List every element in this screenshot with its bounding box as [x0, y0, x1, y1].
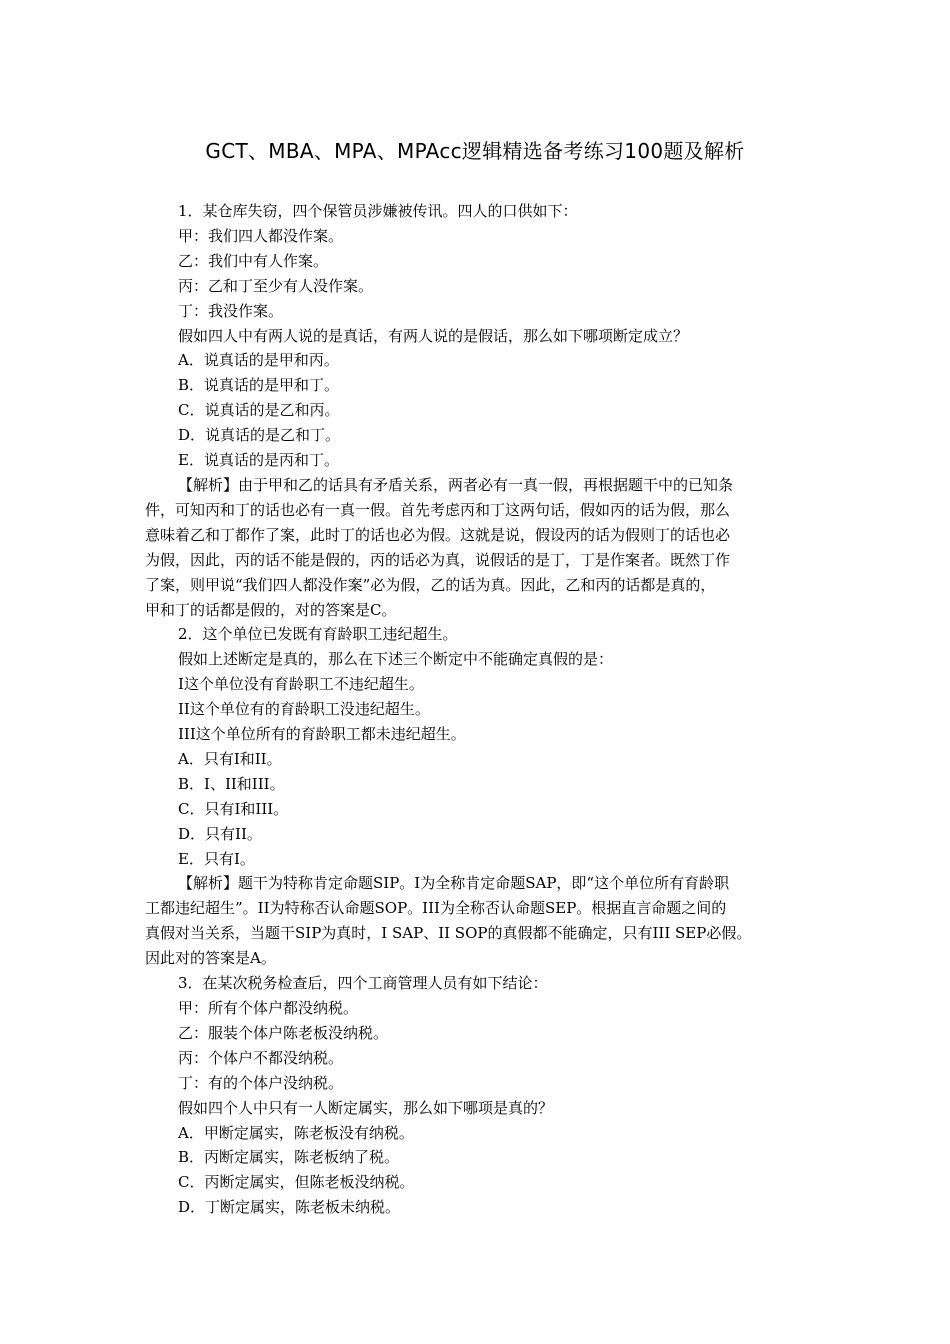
- q3-option-a: A．甲断定属实，陈老板没有纳税。: [178, 1123, 414, 1142]
- q1-stem: 1．某仓库失窃，四个保管员涉嫌被传讯。四人的口供如下：: [178, 202, 578, 220]
- q3-option-d: D．丁断定属实，陈老板未纳税。: [178, 1198, 401, 1217]
- q2-stem: 2．这个单位已发既有育龄职工违纪超生。: [178, 625, 458, 644]
- q2-explanation-line: 因此对的答案是A。: [145, 949, 276, 968]
- q3-statement-c: 丙：个体户不都没纳税。: [178, 1048, 344, 1067]
- q2-option-a: A．只有I和II。: [178, 749, 282, 768]
- q3-statement-b: 乙：服装个体户陈老板没纳税。: [178, 1023, 389, 1042]
- question-3: [0, 971, 950, 1220]
- q2-explanation-line: 工都违纪超生”。II为特称否认命题SOP。III为全称否认命题SEP。根据直言命题之间的: [145, 899, 727, 918]
- q2-option-d: D．只有II。: [178, 824, 262, 843]
- q1-option-b: B．说真话的是甲和丁。: [178, 376, 340, 395]
- q1-explanation-line: 为假，因此，丙的话不能是假的，丙的话必为真，说假话的是丁，丁是作案者。既然丁作: [145, 550, 731, 569]
- question-1: [0, 199, 950, 622]
- q2-explanation-line: 真假对当关系，当题干SIP为真时，I SAP、II SOP的真假都不能确定，只有III SEP必假。: [145, 924, 752, 943]
- q3-stem: 3．在某次税务检查后，四个工商管理人员有如下结论：: [178, 974, 548, 993]
- question-2: [0, 622, 950, 971]
- q1-option-e: E．说真话的是丙和丁。: [178, 451, 339, 470]
- q2-option-c: C．只有I和III。: [178, 799, 289, 818]
- q1-option-d: D．说真话的是乙和丁。: [178, 426, 341, 445]
- q3-option-c: C．丙断定属实，但陈老板没纳税。: [178, 1173, 415, 1192]
- q1-explanation-line: 意味着乙和丁都作了案，此时丁的话也必为假。这就是说，假设丙的话为假则丁的话也必: [145, 525, 731, 544]
- q1-explanation-line: 【解析】由于甲和乙的话具有矛盾关系，两者必有一真一假，再根据题干中的已知条: [178, 475, 734, 494]
- q1-explanation-line: 件，可知丙和丁的话也必有一真一假。首先考虑丙和丁这两句话，假如丙的话为假，那么: [145, 500, 731, 519]
- q1-statement-d: 丁：我没作案。: [178, 301, 284, 320]
- q1-statement-a: 甲：我们四人都没作案。: [178, 226, 344, 245]
- q3-statement-d: 丁：有的个体户没纳税。: [178, 1073, 344, 1092]
- document-body: [0, 199, 950, 1220]
- q2-statement-ii: II这个单位有的育龄职工没违纪超生。: [178, 700, 430, 719]
- q2-option-e: E．只有I。: [178, 849, 255, 868]
- q3-question: 假如四个人中只有一人断定属实，那么如下哪项是真的？: [178, 1098, 554, 1117]
- q1-explanation-line: 甲和丁的话都是假的，对的答案是C。: [145, 600, 397, 619]
- page-title: GCT、MBA、MPA、MPAcc逻辑精选备考练习100题及解析: [205, 139, 745, 163]
- q2-statement-i: I这个单位没有育龄职工不违纪超生。: [178, 675, 424, 694]
- q1-option-a: A．说真话的是甲和丙。: [178, 351, 339, 370]
- q1-statement-b: 乙：我们中有人作案。: [178, 251, 329, 270]
- q2-question: 假如上述断定是真的，那么在下述三个断定中不能确定真假的是：: [178, 650, 614, 669]
- q2-explanation-line: 【解析】题干为特称肯定命题SIP。I为全称肯定命题SAP，即“这个单位所有育龄职: [178, 874, 730, 893]
- q1-statement-c: 丙：乙和丁至少有人没作案。: [178, 276, 374, 295]
- q3-option-b: B．丙断定属实，陈老板纳了税。: [178, 1148, 400, 1167]
- q2-statement-iii: III这个单位所有的育龄职工都未违纪超生。: [178, 725, 466, 744]
- q1-question: 假如四人中有两人说的是真话，有两人说的是假话，那么如下哪项断定成立？: [178, 326, 689, 345]
- q1-option-c: C．说真话的是乙和丙。: [178, 401, 340, 420]
- q1-explanation-line: 了案，则甲说“我们四人都没作案”必为假，乙的话为真。因此，乙和丙的话都是真的，: [145, 575, 716, 594]
- q3-statement-a: 甲：所有个体户都没纳税。: [178, 999, 359, 1017]
- q2-option-b: B．I、II和III。: [178, 774, 285, 793]
